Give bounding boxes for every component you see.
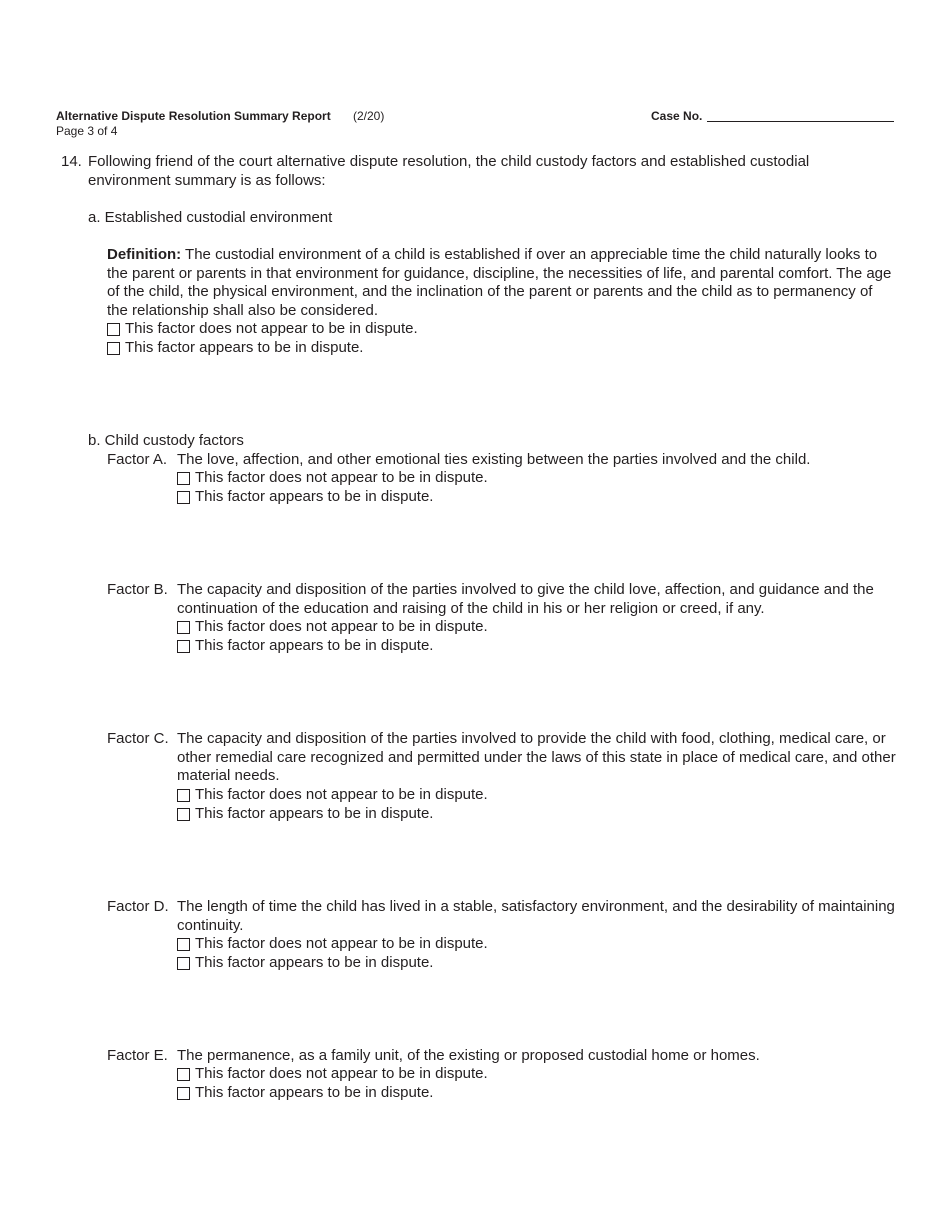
section-b-heading: b. Child custody factors xyxy=(88,432,244,449)
factor-c-not-in-dispute-option[interactable] xyxy=(177,786,488,805)
factor-c-in-dispute-option[interactable] xyxy=(177,805,433,824)
factor-e-in-dispute-label: This factor appears to be in dispute. xyxy=(195,1084,434,1101)
factor-b-not-in-dispute-checkbox[interactable] xyxy=(177,621,190,634)
case-number-label: Case No. xyxy=(651,109,703,123)
factor-a-not-in-dispute-checkbox[interactable] xyxy=(177,472,190,485)
factor-b-not-in-dispute-label: This factor does not appear to be in dispute. xyxy=(195,618,488,635)
env-in-dispute-label: This factor appears to be in dispute. xyxy=(125,339,364,356)
factor-c-text: The capacity and disposition of the parties involved to provide the child with food, clothing, medical care, or other remedial care recognized and permitted under the laws of this state in place of medical care, and other material needs. xyxy=(177,730,896,785)
factor-c-not-in-dispute-label: This factor does not appear to be in dispute. xyxy=(195,786,488,803)
factor-d-not-in-dispute-checkbox[interactable] xyxy=(177,938,190,951)
factor-e-text: The permanence, as a family unit, of the existing or proposed custodial home or homes. xyxy=(177,1047,760,1064)
env-not-in-dispute-label: This factor does not appear to be in dispute. xyxy=(125,320,418,337)
factor-e-in-dispute-checkbox[interactable] xyxy=(177,1087,190,1100)
factor-d-not-in-dispute-option[interactable] xyxy=(177,935,488,954)
factor-a-in-dispute-checkbox[interactable] xyxy=(177,491,190,504)
factor-c-not-in-dispute-checkbox[interactable] xyxy=(177,789,190,802)
factor-e-not-in-dispute-option[interactable] xyxy=(177,1065,488,1084)
factor-d-in-dispute-checkbox[interactable] xyxy=(177,957,190,970)
page-number: Page 3 of 4 xyxy=(56,124,118,138)
factor-b-label: Factor B. xyxy=(107,581,168,598)
definition-text: The custodial environment of a child is established if over an appreciable time the child naturally looks to the parent or parents in that environment for guidance, discipline, the necessities of life, and parental comfort. The age of the child, the physical environment, and the inclination of the parent or parents and the child as to permanency of the relationship shall also be considered. xyxy=(107,246,892,319)
factor-b-in-dispute-label: This factor appears to be in dispute. xyxy=(195,637,434,654)
item-text: Following friend of the court alternative dispute resolution, the child custody factors and established custodial environment summary is as follows: xyxy=(88,153,810,189)
factor-d-text: The length of time the child has lived in a stable, satisfactory environment, and the desirability of maintaining continuity. xyxy=(177,898,895,934)
factor-e-in-dispute-option[interactable] xyxy=(177,1084,433,1103)
factor-d-label: Factor D. xyxy=(107,898,169,915)
factor-a-in-dispute-option[interactable] xyxy=(177,488,433,507)
factor-e-label: Factor E. xyxy=(107,1047,168,1064)
case-number-field[interactable] xyxy=(707,121,894,122)
form-title: Alternative Dispute Resolution Summary Report xyxy=(56,109,331,123)
env-not-in-dispute-option[interactable] xyxy=(107,320,418,339)
section-a-heading: a. Established custodial environment xyxy=(88,209,333,226)
factor-a-text: The love, affection, and other emotional ties existing between the parties involved and the child. xyxy=(177,451,811,468)
item-number: 14. xyxy=(61,153,82,170)
factor-b-text: The capacity and disposition of the parties involved to give the child love, affection, and guidance and the continuation of the education and raising of the child in his or her religion or creed, if any. xyxy=(177,581,874,617)
factor-c-in-dispute-label: This factor appears to be in dispute. xyxy=(195,805,434,822)
definition-paragraph xyxy=(107,246,897,320)
factor-d-in-dispute-option[interactable] xyxy=(177,954,433,973)
factor-b-in-dispute-checkbox[interactable] xyxy=(177,640,190,653)
env-in-dispute-checkbox[interactable] xyxy=(107,342,120,355)
factor-e-not-in-dispute-label: This factor does not appear to be in dispute. xyxy=(195,1065,488,1082)
factor-a-not-in-dispute-label: This factor does not appear to be in dispute. xyxy=(195,469,488,486)
env-in-dispute-option[interactable] xyxy=(107,339,363,358)
factor-c-in-dispute-checkbox[interactable] xyxy=(177,808,190,821)
factor-d-not-in-dispute-label: This factor does not appear to be in dispute. xyxy=(195,935,488,952)
factor-a-label: Factor A. xyxy=(107,451,168,468)
factor-b-not-in-dispute-option[interactable] xyxy=(177,618,488,637)
env-not-in-dispute-checkbox[interactable] xyxy=(107,323,120,336)
factor-d-in-dispute-label: This factor appears to be in dispute. xyxy=(195,954,434,971)
factor-a-not-in-dispute-option[interactable] xyxy=(177,469,488,488)
factor-a-in-dispute-label: This factor appears to be in dispute. xyxy=(195,488,434,505)
form-revision: (2/20) xyxy=(353,109,385,123)
factor-e-not-in-dispute-checkbox[interactable] xyxy=(177,1068,190,1081)
definition-label: Definition: xyxy=(107,246,182,263)
factor-b-in-dispute-option[interactable] xyxy=(177,637,433,656)
factor-c-label: Factor C. xyxy=(107,730,169,747)
